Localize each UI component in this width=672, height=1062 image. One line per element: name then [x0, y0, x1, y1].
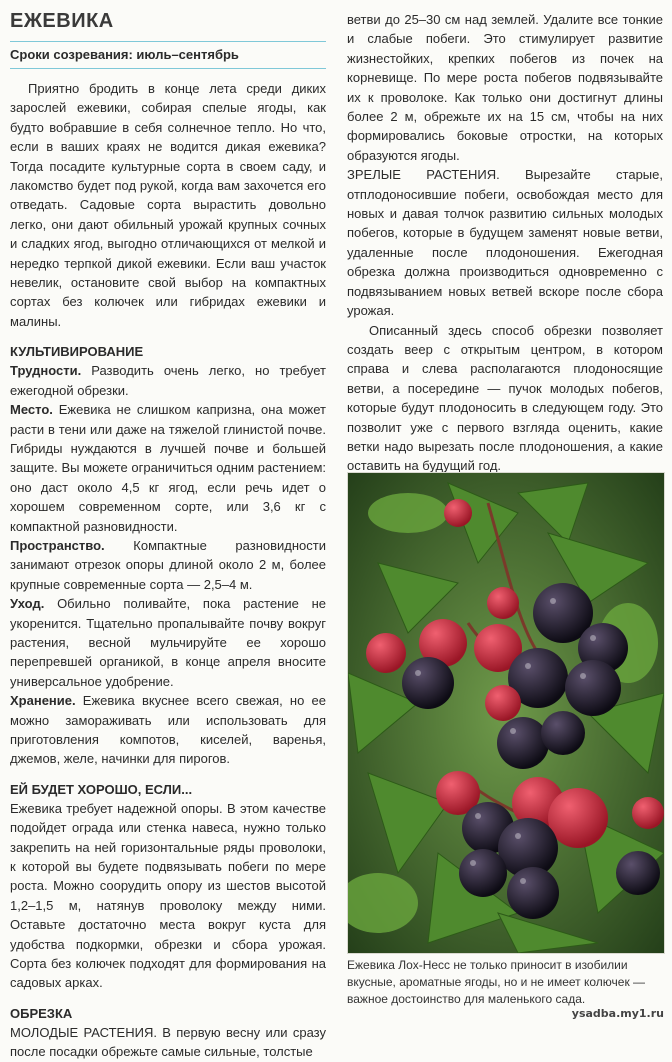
young-plants-label: МОЛОДЫЕ РАСТЕНИЯ. — [10, 1024, 157, 1040]
cultivation-heading: КУЛЬТИВИРОВАНИЕ — [10, 344, 144, 360]
ripening-period: Сроки созревания: июль–сентябрь — [10, 47, 239, 62]
young-plants-paragraph — [10, 1023, 326, 1062]
care-label: Уход. — [10, 596, 45, 612]
place-paragraph — [10, 400, 326, 536]
care-text: Обильно поливайте, пока растение не укоренится. Тщательно пропалывайте почву вокруг растения, весной мульчируйте ее хорошо перепревшей органикой, в конце апреля вносите универсальное удобрение. — [10, 596, 326, 689]
photo-caption: Ежевика Лох-Несс не только приносит в изобилии вкусные, ароматные ягоды, но и не имеет колючек — важное достоинство для маленького сада. — [347, 958, 646, 1006]
good-conditions-paragraph: Ежевика требует надежной опоры. В этом качестве подойдет ограда или стенка навеса, нужно только закрепить на ней горизонтальные ряды проволоки, к которой вы будете подвязывать побеги по мере роста. Можно соорудить опору из шестов высотой 1,2–1,5 м, натянув проволоку между ними. Оставьте достаточно места вокруг куста для удобства подкормки, обрезки и сбора урожая. Сорта без колючек подходят для формирования на садовых арках. — [10, 800, 326, 991]
left-column — [10, 10, 326, 1062]
difficulty-paragraph — [10, 361, 326, 400]
pruning-heading: ОБРЕЗКА — [10, 1005, 73, 1021]
place-label: Место. — [10, 402, 53, 418]
young-plants-text: В первую весну или сразу после посадки обрежьте самые сильные, толстые — [10, 1024, 327, 1060]
right-column — [347, 10, 663, 476]
page-title: ЕЖЕВИКА — [10, 10, 114, 32]
mature-plants-label: ЗРЕЛЫЕ РАСТЕНИЯ. — [347, 167, 500, 183]
storage-label: Хранение. — [10, 693, 76, 709]
care-paragraph — [10, 594, 326, 691]
storage-text: Ежевика вкуснее всего свежая, но ее можно замораживать или использовать для приготовления компотов, киселей, варенья, джемов, желе, начинки для пирогов. — [10, 693, 326, 767]
storage-paragraph — [10, 691, 326, 769]
space-text: Компактные разновидности занимают отрезок опоры длиной около 2 м, более крупные современные сорта — 2,5–4 м. — [10, 537, 326, 592]
blackberry-illustration — [348, 473, 664, 953]
pruning-summary: Описанный здесь способ обрезки позволяет создать веер с открытым центром, в котором справа и слева располагаются плодоносящие ветви, а посередине — пучок молодых побегов, которые будут плодоносить в следующем году. Это позволит уже с первого взгляда оценить, какие ветки надо вырезать после плодоношения, а какие оставить на будущий год. — [347, 322, 663, 474]
good-conditions-heading: ЕЙ БУДЕТ ХОРОШО, ЕСЛИ... — [10, 781, 193, 797]
place-text: Ежевика не слишком капризна, она может расти в тени или даже на тяжелой глинистой почве. Гибриды нуждаются в лучшей почве и большей защите. Вы можете ограничиться одним растением: оно даст около 4,5 кг ягод, если речь идет о хорошем современном сорте, или 3,6 кг с компактной разновидности. — [10, 402, 326, 534]
season-divider — [10, 68, 326, 69]
title-divider — [10, 41, 326, 42]
mature-plants-paragraph — [347, 165, 663, 320]
difficulty-label: Трудности. — [10, 363, 82, 379]
young-plants-continued: ветви до 25–30 см над землей. Удалите все тонкие и слабые побеги. Это стимулирует развитие жизнестойких, крепких побегов из почек на корневище. По мере роста побегов подвязывайте их к проволоке. Как только они достигнут длины более 2 м, обрежьте их на 15 см, чтобы на них формировались боковые отростки, на которых образуются ягоды. — [347, 12, 663, 163]
space-paragraph — [10, 536, 326, 594]
difficulty-text: Разводить очень легко, но требует ежегодной обрезки. — [10, 363, 326, 398]
blackberry-photo — [347, 472, 665, 954]
mature-plants-text: Вырезайте старые, отплодоносившие побеги, освобождая место для новых и давая толчок развитию сильных молодых побегов, которые в будущем заменят новые ветви, удаленные после плодоношения. Ежегодная обрезка должна производиться одновременно с подвязыванием новых ветвей вскоре после сбора урожая. — [347, 167, 663, 319]
site-watermark: ysadba.my1.ru — [571, 1007, 664, 1020]
intro-paragraph: Приятно бродить в конце лета среди диких зарослей ежевики, собирая спелые ягоды, как будто вобравшие в себя солнечное тепло. Но что, если в ваших краях не водится дикая ежевика? Тогда посадите культурные сорта в своем саду, и лакомство будет под рукой, когда вам захочется его отведать. Садовые сорта вырастить довольно легко, они дают обильный урожай крупных сочных и сладких ягод, выгодно отличающихся от мелкой и нередко терпкой дикой ежевики. Если ваш участок невелик, остановите свой выбор на компактных сортах без колючек или гибридах ежевики и малины. — [10, 81, 326, 329]
space-label: Пространство. — [10, 537, 105, 553]
